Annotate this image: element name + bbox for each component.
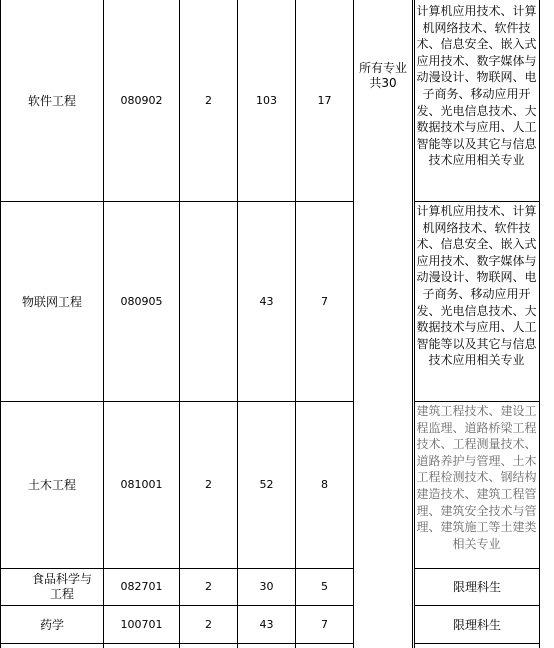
years (180, 202, 237, 401)
requirement-text: 限理科生 (452, 580, 501, 594)
plan-count-2: 7 (321, 617, 328, 631)
years: 2 (205, 93, 212, 107)
major-name: 药学 (39, 617, 64, 632)
major-name: 物联网工程 (21, 294, 82, 309)
plan-count-2: 17 (317, 93, 332, 107)
major-code: 080905 (120, 294, 163, 308)
requirement-text: 计算机应用技术、计算机网络技术、软件技术、信息安全、嵌入式应用技术、数字媒体与动漫设计、物联网、电子商务、移动应用开发、光电信息技术、大数据技术与应用、人工智能等以及其它与信息技术应用相关专业 (416, 4, 537, 168)
plan-count-2: 8 (321, 478, 328, 491)
plan-count: 30 (259, 580, 274, 593)
plan-count: 43 (259, 617, 274, 631)
years: 2 (205, 617, 212, 631)
grid-line (412, 0, 413, 648)
plan-count-2: 5 (321, 580, 328, 593)
plan-count: 103 (256, 93, 277, 107)
grid-line (539, 0, 540, 648)
major-name: 土木工程 (27, 478, 76, 492)
merged-note: 所有专业共30 (358, 61, 407, 90)
grid-line (414, 0, 415, 648)
plan-count-2: 7 (321, 294, 328, 308)
major-code: 081001 (120, 478, 163, 491)
plan-count: 52 (259, 478, 274, 491)
grid-line (414, 401, 540, 402)
grid-line (414, 643, 540, 644)
requirement-text: 计算机应用技术、计算机网络技术、软件技术、信息安全、嵌入式应用技术、数字媒体与动漫设计、物联网、电子商务、移动应用开发、光电信息技术、大数据技术与应用、人工智能等以及其它与信息技术应用相关专业 (416, 204, 537, 368)
years: 2 (205, 478, 212, 491)
grid-line (414, 201, 540, 202)
major-code: 100701 (120, 617, 163, 631)
plan-count: 43 (259, 294, 274, 308)
years: 2 (205, 580, 212, 593)
requirement-text: 建筑工程技术、建设工程监理、道路桥梁工程技术、工程测量技术、道路养护与管理、土木工程检测技术、钢结构建造技术、建筑工程管理、建筑安全技术与管理、建筑施工等土建类相关专业 (416, 404, 537, 551)
major-name: 食品科学与工程 (31, 572, 92, 601)
grid-line (353, 0, 354, 648)
grid-line (0, 643, 353, 644)
major-code: 080902 (120, 93, 163, 107)
requirement-text: 限理科生 (452, 617, 501, 632)
major-code: 082701 (120, 580, 163, 593)
major-name: 软件工程 (27, 93, 76, 108)
